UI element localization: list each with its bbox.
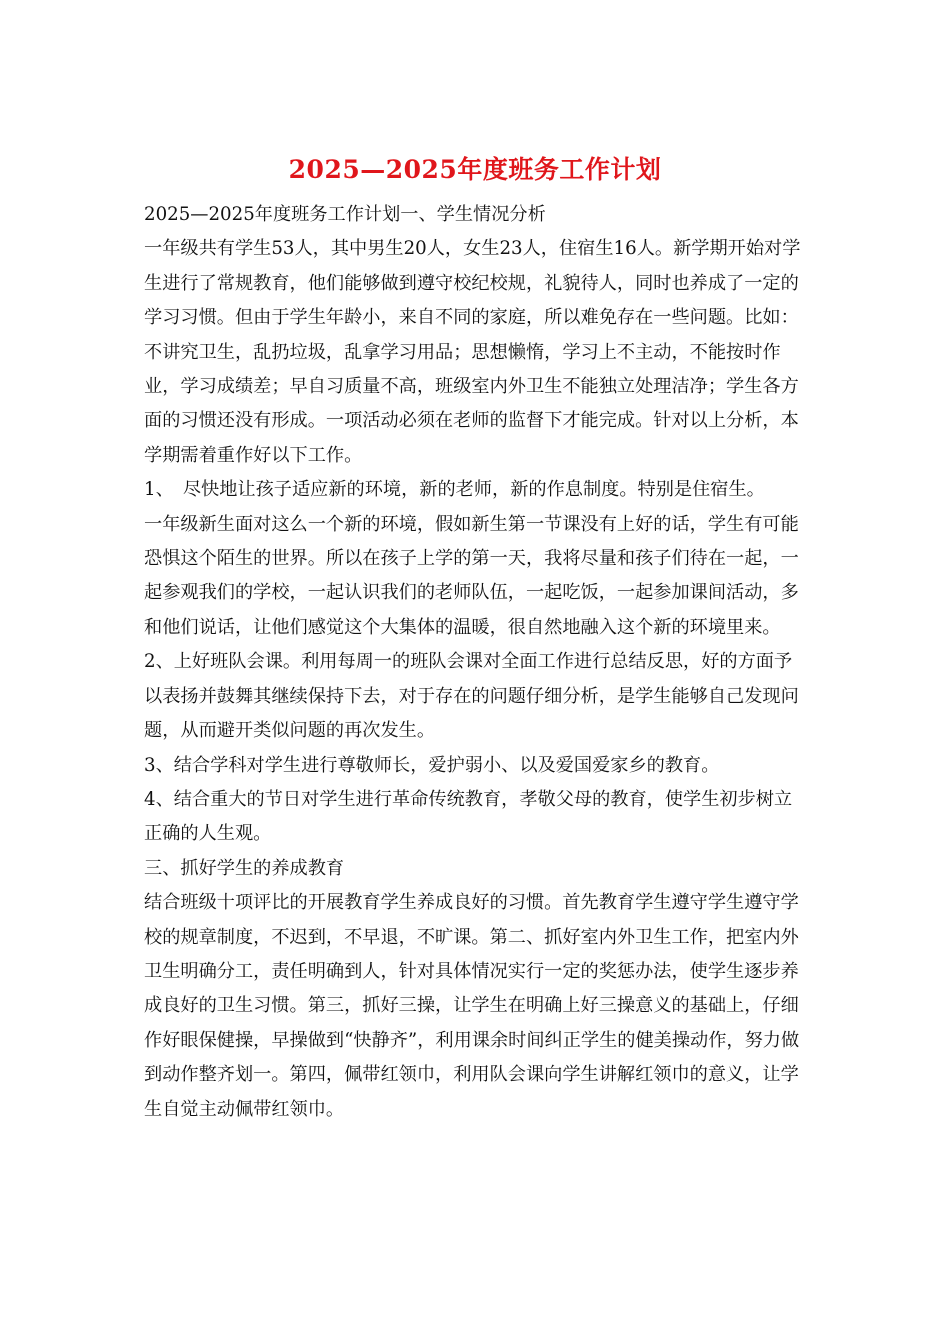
- paragraph-new-environment: 一年级新生面对这么一个新的环境，假如新生第一节课没有上好的话，学生有可能恐惧这个陌生的世界。所以在孩子上学的第一天，我将尽量和孩子们待在一起，一起参观我们的学校，一起认识我们的老师队伍，一起吃饭，一起参加课间活动，多和他们说话，让他们感觉这个大集体的温暖，很自然地融入这个新的环境里来。: [144, 513, 799, 638]
- document-body: [144, 198, 808, 1127]
- paragraph-habit-education: 结合班级十项评比的开展教育学生养成良好的习惯。首先教育学生遵守学生遵守学校的规章制度，不迟到，不早退，不旷课。第二、抓好室内外卫生工作，把室内外卫生明确分工，责任明确到人，针对具体情况实行一定的奖惩办法，使学生逐步养成良好的卫生习惯。第三，抓好三操，让学生在明确上好三操意义的基础上，仔细作好眼保健操，早操做到“快静齐”，利用课余时间纠正学生的健美操动作，努力做到动作整齐划一。第四，佩带红领巾，利用队会课向学生讲解红领巾的意义，让学生自觉主动佩带红领巾。: [144, 892, 800, 1120]
- paragraph-student-situation: 一年级共有学生53人，其中男生20人，女生23人，住宿生16人。新学期开始对学生进行了常规教育，他们能够做到遵守校纪校规，礼貌待人，同时也养成了一定的学习习惯。但由于学生年龄小，来自不同的家庭，所以难免存在一些问题。比如：不讲究卫生，乱扔垃圾，乱拿学习用品；思想懒惰，学习上不主动，不能按时作业，学习成绩差；早自习质量不高，班级室内外卫生不能独立处理洁净；学生各方面的习惯还没有形成。一项活动必须在老师的监督下才能完成。针对以上分析，本学期需着重作好以下工作。: [144, 238, 801, 466]
- paragraph-heading-student-analysis: 2025—2025年度班务工作计划一、学生情况分析: [144, 204, 546, 225]
- paragraph-item-2: 2、上好班队会课。利用每周一的班队会课对全面工作进行总结反思，好的方面予以表扬并鼓舞其继续保持下去，对于存在的问题仔细分析，是学生能够自己发现问题，从而避开类似问题的再次发生。: [144, 651, 799, 742]
- paragraph-item-4: 4、结合重大的节日对学生进行革命传统教育，孝敬父母的教育，使学生初步树立正确的人生观。: [144, 788, 793, 845]
- document-title: 2025—2025年度班务工作计划: [288, 155, 662, 184]
- paragraph-item-3: 3、结合学科对学生进行尊敬师长，爱护弱小、以及爱国爱家乡的教育。: [144, 754, 720, 776]
- paragraph-item-1: 1、 尽快地让孩子适应新的环境，新的老师，新的作息制度。特别是住宿生。: [144, 479, 765, 501]
- section-heading-habits: 三、抓好学生的养成教育: [144, 857, 345, 879]
